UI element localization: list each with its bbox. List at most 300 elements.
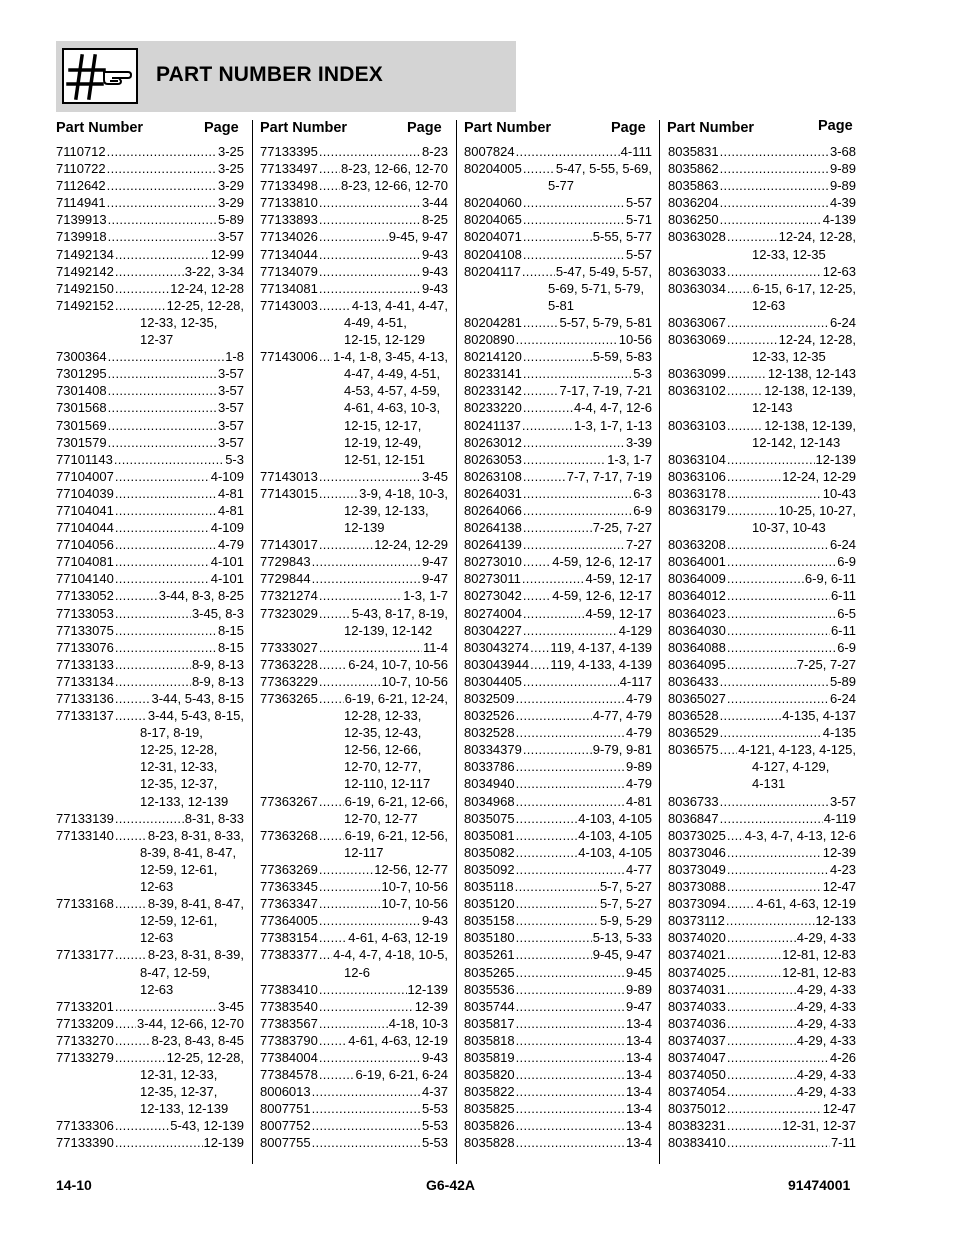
dot-leader xyxy=(516,707,592,724)
page-reference-continued: 4-53, 4-57, 4-59, xyxy=(344,383,441,399)
page-reference: 4-59, 12-17 xyxy=(585,605,652,621)
index-entry-line xyxy=(464,605,652,622)
dot-leader xyxy=(727,844,822,861)
index-entry xyxy=(464,228,652,245)
index-entry xyxy=(260,280,448,297)
part-number: 7139918 xyxy=(56,229,107,245)
dot-leader xyxy=(727,553,836,570)
part-number: 77104081 xyxy=(56,554,114,570)
page-reference: 4-111 xyxy=(620,144,652,159)
page-reference: 9-45, 9-47 xyxy=(388,229,448,245)
index-entry xyxy=(56,143,244,160)
page-reference: 5-43, 12-139 xyxy=(170,1118,244,1134)
dot-leader xyxy=(319,673,381,690)
page-reference-continued: 8-17, 8-19, xyxy=(140,725,203,741)
index-entry-line xyxy=(668,946,856,963)
index-entry xyxy=(56,1134,244,1151)
part-number: 77333027 xyxy=(260,639,318,655)
part-number: 80334379 xyxy=(464,742,522,758)
part-number: 77133498 xyxy=(260,178,318,194)
index-entry xyxy=(668,793,856,810)
index-entry-line xyxy=(56,194,244,211)
dot-leader xyxy=(727,656,796,673)
dot-leader xyxy=(319,861,373,878)
page-reference: 10-7, 10-56 xyxy=(381,673,448,689)
index-entry xyxy=(668,741,856,792)
page-reference: 4-29, 4-33 xyxy=(796,1067,856,1083)
index-entry-line xyxy=(464,656,652,673)
index-entry xyxy=(464,1117,652,1134)
index-entry xyxy=(260,895,448,912)
page-reference-continued: 12-51, 12-151 xyxy=(344,451,425,467)
dot-leader xyxy=(312,1083,421,1100)
part-number: 80363067 xyxy=(668,314,726,330)
part-number: 7110722 xyxy=(56,161,106,177)
page-reference: 6-19, 6-21, 12-24, xyxy=(344,691,448,706)
index-entry-line xyxy=(260,570,448,587)
dot-leader xyxy=(523,587,551,604)
page-reference-continued: 12-133, 12-139 xyxy=(140,793,229,809)
page-reference: 4-81 xyxy=(217,502,244,518)
part-number: 77133139 xyxy=(56,810,114,826)
page-reference: 119, 4-133, 4-139 xyxy=(550,656,652,672)
dot-leader xyxy=(720,810,823,827)
part-number: 80373049 xyxy=(668,861,726,877)
part-number: 77133133 xyxy=(56,656,114,672)
page-reference: 4-79 xyxy=(625,691,652,706)
index-entry xyxy=(260,468,448,485)
index-entry-line xyxy=(56,519,244,536)
dot-leader xyxy=(319,929,347,946)
dot-leader xyxy=(523,246,625,263)
dot-leader xyxy=(727,468,781,485)
dot-leader xyxy=(115,485,217,502)
index-entry xyxy=(464,998,652,1015)
index-entry xyxy=(56,587,244,604)
index-entry xyxy=(464,981,652,998)
page-reference: 5-59, 5-83 xyxy=(592,349,652,365)
page-reference: 4-129 xyxy=(618,622,652,638)
index-entry xyxy=(464,553,652,570)
index-entry-line xyxy=(260,1032,448,1049)
page-reference: 5-47, 5-49, 5-57, xyxy=(555,263,652,279)
part-number: 77133279 xyxy=(56,1049,114,1065)
index-entry-line xyxy=(668,194,856,211)
index-entry-line xyxy=(668,228,856,245)
page-reference: 5-53 xyxy=(421,1118,448,1134)
page-reference: 1-3, 1-7, 1-13 xyxy=(573,417,652,433)
page-reference: 4-81 xyxy=(625,793,652,809)
dot-leader xyxy=(530,656,549,673)
part-number: 7301568 xyxy=(56,400,107,416)
index-entry xyxy=(56,810,244,827)
index-entry-line xyxy=(260,656,448,673)
dot-leader xyxy=(727,587,830,604)
index-entry xyxy=(668,622,856,639)
part-number: 8035822 xyxy=(464,1084,515,1100)
part-number: 77133201 xyxy=(56,998,114,1014)
page-reference: 5-7, 5-27 xyxy=(599,896,652,912)
part-number: 8007755 xyxy=(260,1135,311,1151)
index-entry-line xyxy=(464,451,652,468)
page-reference: 13-4 xyxy=(625,1135,652,1151)
page-reference: 5-43, 8-17, 8-19, xyxy=(351,605,448,621)
index-entry-line xyxy=(56,160,244,177)
dot-leader xyxy=(523,622,618,639)
dot-leader xyxy=(319,211,421,228)
index-entry-line xyxy=(668,536,856,553)
part-number: 77383790 xyxy=(260,1032,318,1048)
dot-leader xyxy=(516,1100,625,1117)
page-reference: 12-47 xyxy=(822,879,856,895)
page-reference: 12-139 xyxy=(407,981,448,997)
part-number: 80304405 xyxy=(464,673,522,689)
dot-leader xyxy=(115,622,217,639)
page-reference: 6-5 xyxy=(837,605,856,621)
dot-leader xyxy=(523,399,573,416)
index-entry-line xyxy=(464,160,652,177)
dot-leader xyxy=(319,690,344,707)
dot-leader xyxy=(516,793,625,810)
index-entry xyxy=(464,246,652,263)
index-entry-line xyxy=(668,998,856,1015)
index-entry-line xyxy=(56,382,244,399)
index-entry xyxy=(260,485,448,536)
dot-leader xyxy=(727,1100,822,1117)
page-reference-continued: 12-70, 12-77 xyxy=(344,810,418,826)
page-reference: 5-7, 5-27 xyxy=(599,879,652,895)
page-reference-continued: 12-35, 12-37, xyxy=(140,776,218,792)
index-entry xyxy=(668,365,856,382)
dot-leader xyxy=(516,981,625,998)
index-entry xyxy=(464,348,652,365)
dot-leader xyxy=(516,331,618,348)
part-number: 77143013 xyxy=(260,468,318,484)
index-entry xyxy=(464,707,652,724)
index-entry-line xyxy=(56,946,244,963)
index-entry xyxy=(668,382,856,416)
index-entry-line xyxy=(56,570,244,587)
part-number: 77133270 xyxy=(56,1032,114,1048)
part-number: 8035082 xyxy=(464,844,515,860)
dot-leader xyxy=(727,1066,796,1083)
dot-leader xyxy=(319,263,421,280)
page-reference: 8-23, 8-43, 8-45 xyxy=(151,1032,244,1048)
index-entry xyxy=(56,177,244,194)
index-entry-line xyxy=(668,878,856,895)
index-entry-line xyxy=(668,1134,856,1151)
part-number: 77383540 xyxy=(260,998,318,1014)
dot-leader xyxy=(727,451,815,468)
dot-leader xyxy=(115,827,147,844)
dot-leader xyxy=(114,451,224,468)
dot-leader xyxy=(319,793,344,810)
index-entry-line xyxy=(56,587,244,604)
index-entry-line xyxy=(260,1066,448,1083)
page-reference: 7-17, 7-19, 7-21 xyxy=(559,383,652,399)
index-entry-line xyxy=(668,707,856,724)
index-entry-line xyxy=(464,246,652,263)
part-number: 8036433 xyxy=(668,673,719,689)
page-reference: 13-4 xyxy=(625,1032,652,1048)
dot-leader xyxy=(319,246,421,263)
dot-leader xyxy=(319,348,332,365)
part-number: 77134026 xyxy=(260,229,318,245)
part-number: 77133810 xyxy=(260,195,318,211)
index-entry xyxy=(668,844,856,861)
dot-leader xyxy=(108,365,217,382)
part-number: 80375012 xyxy=(668,1101,726,1117)
dot-leader xyxy=(319,536,373,553)
page-reference: 12-25, 12-28, xyxy=(166,297,244,313)
dot-leader xyxy=(720,741,738,758)
dot-leader xyxy=(516,895,599,912)
page-reference: 12-56, 12-77 xyxy=(374,861,448,877)
index-entry-line xyxy=(464,775,652,792)
index-entry xyxy=(260,1066,448,1083)
index-entry xyxy=(668,1015,856,1032)
index-entry-line xyxy=(464,998,652,1015)
dot-leader xyxy=(727,417,763,434)
index-entry xyxy=(464,194,652,211)
page-reference: 3-44, 5-43, 8-15 xyxy=(151,691,244,706)
index-entry-line xyxy=(464,1083,652,1100)
index-entry-line xyxy=(464,1049,652,1066)
page-reference: 10-43 xyxy=(822,485,856,501)
dot-leader xyxy=(727,263,822,280)
part-number: 80273042 xyxy=(464,588,522,604)
dot-leader xyxy=(727,502,778,519)
index-entry-line xyxy=(260,280,448,297)
index-entry-line xyxy=(464,587,652,604)
index-entry xyxy=(464,451,652,468)
part-number: 77134044 xyxy=(260,246,318,262)
index-entry xyxy=(464,605,652,622)
part-number: 77134081 xyxy=(260,280,318,296)
page-reference-continued: 12-39, 12-133, xyxy=(344,502,429,518)
index-entry xyxy=(56,434,244,451)
page-reference: 9-89 xyxy=(625,981,652,997)
dot-leader xyxy=(115,502,217,519)
dot-leader xyxy=(319,297,351,314)
index-entry xyxy=(668,1049,856,1066)
page-reference-continued: 12-35, 12-43, xyxy=(344,725,422,741)
page-reference: 12-31, 12-37 xyxy=(782,1118,856,1134)
part-number: 77133076 xyxy=(56,639,114,655)
page-reference: 9-43 xyxy=(421,263,448,279)
page-reference: 12-24, 12-28, xyxy=(778,229,856,245)
index-entry xyxy=(464,502,652,519)
part-number: 7112642 xyxy=(56,178,106,194)
part-number: 80263012 xyxy=(464,434,522,450)
page-reference: 8-23 xyxy=(421,144,448,159)
part-number: 77383377 xyxy=(260,947,318,963)
index-entry xyxy=(464,964,652,981)
page-reference: 3-44, 5-43, 8-15, xyxy=(147,708,244,724)
dot-leader xyxy=(523,485,632,502)
dot-leader xyxy=(115,946,147,963)
index-entry-line xyxy=(668,502,856,519)
column-divider xyxy=(456,120,457,1164)
index-entry xyxy=(56,211,244,228)
index-entry xyxy=(464,639,652,656)
page-reference: 8-23, 8-31, 8-39, xyxy=(147,947,244,963)
index-entry-line xyxy=(464,468,652,485)
index-entry-line xyxy=(56,536,244,553)
page-reference: 4-26 xyxy=(829,1049,856,1065)
dot-leader xyxy=(727,331,778,348)
part-number: 77133395 xyxy=(260,144,318,159)
index-entry-line xyxy=(260,690,448,707)
index-entry xyxy=(260,1083,448,1100)
dot-leader xyxy=(522,570,585,587)
dot-leader xyxy=(727,929,796,946)
index-entry xyxy=(464,314,652,331)
index-entry xyxy=(56,998,244,1015)
index-entry-line xyxy=(464,827,652,844)
index-entry-line xyxy=(668,314,856,331)
page-reference: 5-89 xyxy=(829,673,856,689)
index-entry xyxy=(56,297,244,348)
index-entry xyxy=(56,451,244,468)
part-number: 8035817 xyxy=(464,1015,515,1031)
index-entry-line xyxy=(464,194,652,211)
page-reference: 3-57 xyxy=(217,400,244,416)
index-entry xyxy=(56,519,244,536)
index-entry xyxy=(464,793,652,810)
part-number: 80374021 xyxy=(668,947,726,963)
index-entry-line xyxy=(668,912,856,929)
index-entry-line xyxy=(464,365,652,382)
part-number: 77104044 xyxy=(56,520,114,536)
index-entry xyxy=(464,673,652,690)
index-entry-line xyxy=(260,1100,448,1117)
part-number: 80214120 xyxy=(464,349,522,365)
index-entry-line xyxy=(464,929,652,946)
part-number: 77363269 xyxy=(260,861,318,877)
dot-leader xyxy=(727,878,822,895)
index-entry xyxy=(668,587,856,604)
dot-leader xyxy=(115,280,169,297)
index-entry xyxy=(260,673,448,690)
index-entry-line xyxy=(668,587,856,604)
hash-pointing-hand-icon xyxy=(62,48,138,104)
index-entry-line xyxy=(668,827,856,844)
dot-leader xyxy=(516,1015,625,1032)
index-entry-line xyxy=(464,382,652,399)
column-divider xyxy=(659,120,660,1164)
dot-leader xyxy=(319,194,421,211)
page-reference: 5-57 xyxy=(625,246,652,262)
index-entry-line xyxy=(260,1134,448,1151)
page-reference-continued: 12-33, 12-35 xyxy=(752,246,826,262)
part-number: 80374050 xyxy=(668,1067,726,1083)
dot-leader xyxy=(727,382,763,399)
dot-leader xyxy=(727,1083,796,1100)
index-entry xyxy=(668,280,856,314)
dot-leader xyxy=(107,160,217,177)
part-number: 80373046 xyxy=(668,844,726,860)
index-entry xyxy=(260,536,448,553)
index-entry xyxy=(668,912,856,929)
index-entry xyxy=(56,946,244,997)
page-reference: 4-29, 4-33 xyxy=(796,1015,856,1031)
dot-leader xyxy=(319,998,414,1015)
dot-leader xyxy=(523,434,625,451)
index-entry xyxy=(260,587,448,604)
page-reference-continued: 12-33, 12-35 xyxy=(752,349,826,365)
index-entry xyxy=(260,690,448,793)
index-entry-line xyxy=(260,946,448,963)
index-entry-line xyxy=(56,263,244,280)
index-entry-line xyxy=(464,314,652,331)
index-entry-line xyxy=(56,998,244,1015)
page-reference-continued: 12-63 xyxy=(140,930,174,946)
dot-leader xyxy=(727,827,744,844)
dot-leader xyxy=(319,639,422,656)
part-number: 77321274 xyxy=(260,588,318,604)
index-entry xyxy=(464,741,652,758)
dot-leader xyxy=(319,1015,388,1032)
index-entry-line xyxy=(56,1049,244,1066)
dot-leader xyxy=(319,280,421,297)
dot-leader xyxy=(319,228,388,245)
index-entry xyxy=(56,246,244,263)
part-number: 8035081 xyxy=(464,827,515,843)
dot-leader xyxy=(319,485,358,502)
dot-leader xyxy=(516,1032,625,1049)
index-entry-line xyxy=(464,878,652,895)
index-entry xyxy=(668,690,856,707)
index-entry xyxy=(260,998,448,1015)
part-number: 80374037 xyxy=(668,1032,726,1048)
page-reference: 7-11 xyxy=(830,1135,856,1151)
page-reference: 4-101 xyxy=(210,571,244,587)
dot-leader xyxy=(115,895,147,912)
dot-leader xyxy=(115,1134,203,1151)
page-reference: 5-71 xyxy=(625,212,652,228)
index-entry xyxy=(668,724,856,741)
part-number: 77384578 xyxy=(260,1067,318,1083)
index-entry-line xyxy=(464,211,652,228)
index-entry-line xyxy=(260,998,448,1015)
page-reference: 9-43 xyxy=(421,246,448,262)
part-number: 80204108 xyxy=(464,246,522,262)
page-reference-continued: 12-133, 12-139 xyxy=(140,1101,229,1117)
part-number: 7729844 xyxy=(260,571,311,587)
index-entry xyxy=(668,331,856,365)
index-entry-line xyxy=(464,519,652,536)
index-entry xyxy=(56,622,244,639)
index-entry xyxy=(464,946,652,963)
part-number: 80374031 xyxy=(668,981,726,997)
part-number: 77363229 xyxy=(260,673,318,689)
part-number: 80273010 xyxy=(464,554,522,570)
index-entry xyxy=(668,177,856,194)
page-reference: 4-59, 12-6, 12-17 xyxy=(552,554,652,570)
index-entry xyxy=(464,1049,652,1066)
part-number: 80364095 xyxy=(668,656,726,672)
index-entry-line xyxy=(464,1117,652,1134)
page-reference: 12-24, 12-29 xyxy=(374,537,448,553)
part-number: 8036250 xyxy=(668,212,719,228)
part-number: 77104007 xyxy=(56,468,114,484)
page-reference: 12-24, 12-28 xyxy=(170,280,244,296)
page-reference: 6-3 xyxy=(633,485,652,501)
dot-leader xyxy=(107,177,217,194)
index-entry xyxy=(464,1032,652,1049)
dot-leader xyxy=(720,724,822,741)
